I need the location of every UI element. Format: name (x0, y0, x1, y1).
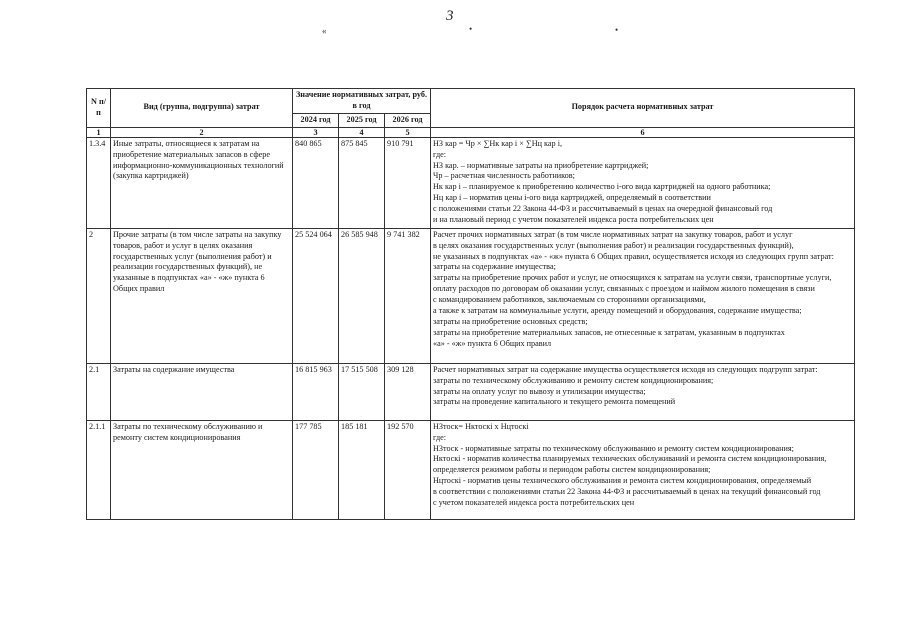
row-number: 2.1.1 (87, 420, 111, 519)
cost-type: Затраты по техническому обслуживанию и ремонту систем кондиционирования (111, 420, 293, 519)
header-row (87, 89, 855, 114)
method-line: Нк кар i – планируемое к приобретению количество i-ого вида картриджей на одного работника; (433, 182, 771, 192)
method-line: Расчет прочих нормативных затрат (в том числе нормативных затрат на закупку товаров, работ и услуг (433, 229, 793, 239)
scan-artifact: « (322, 26, 327, 36)
calculation-method (431, 228, 855, 363)
method-line: в целях оказания государственных услуг (выполнения работ) и реализации государственных функций), (433, 240, 794, 250)
row-number: 1.3.4 (87, 137, 111, 228)
table-row (87, 228, 855, 363)
value-2026: 309 128 (385, 363, 431, 420)
header-year: 2026 год (385, 113, 431, 127)
cost-type: Затраты на содержание имущества (111, 363, 293, 420)
method-line: Чр – расчетная численность работников; (433, 171, 575, 181)
method-line: затраты на содержание имущества; (433, 262, 556, 272)
calculation-method (431, 137, 855, 228)
method-line: где: (433, 149, 447, 159)
value-2024: 25 524 064 (293, 228, 339, 363)
method-line: «а» - «ж» пункта 6 Общих правил (433, 338, 552, 348)
column-number: 3 (293, 127, 339, 137)
method-line: с учетом показателей индекса роста потребительских цен (433, 498, 635, 508)
method-line: затраты на проведение капитального и текущего ремонта помещений (433, 397, 676, 407)
method-line: с командированием работников, заключаемым со сторонними организациями, (433, 295, 706, 305)
row-number: 2 (87, 228, 111, 363)
value-2025: 185 181 (339, 420, 385, 519)
method-line: Нц кар i – норматив цены i-ого вида картриджей, определяемый в соответствии (433, 193, 711, 203)
table-row (87, 363, 855, 420)
method-line: а также к затратам на коммунальные услуги, аренду помещений и оборудования, содержание имущества; (433, 306, 802, 316)
method-line: НЗ кар. – нормативные затраты на приобретение картриджей; (433, 160, 649, 170)
header-year: 2025 год (339, 113, 385, 127)
method-line: не указанных в подпунктах «а» - «ж» пункта 6 Общих правил, осуществляется исходя из следующих групп затрат: (433, 251, 834, 261)
header-no: N п/п (87, 89, 111, 128)
value-2025: 26 585 948 (339, 228, 385, 363)
method-line: и на плановый период с учетом показателей индекса роста потребительских цен (433, 215, 714, 225)
method-line: затраты на оплату услуг по вывозу и утилизации имущества; (433, 386, 646, 396)
cost-type: Прочие затраты (в том числе затраты на закупку товаров, работ и услуг в целях оказания государственных услуг (выполнения работ) и реализации государственных функций), не указанные в подпунктах «а» - «ж» пункта 6 Общих правил (111, 228, 293, 363)
value-2026: 192 570 (385, 420, 431, 519)
table-row (87, 137, 855, 228)
cost-type: Иные затраты, относящиеся к затратам на приобретение материальных запасов в сфере информационно-коммуникационных технологий (закупка картриджей) (111, 137, 293, 228)
method-line: определяется режимом работы и периодом работы систем кондиционирования; (433, 465, 711, 475)
scan-artifact: • (615, 25, 619, 35)
value-2025: 875 845 (339, 137, 385, 228)
column-number: 6 (431, 127, 855, 137)
method-line: Нктоскi - норматив количества планируемых технических обслуживаний и ремонта систем кондиционирования, (433, 454, 827, 464)
method-line: в соответствии с положениями статьи 22 Закона 44-ФЗ и рассчитываемый в ценах на текущий финансовый год (433, 487, 821, 497)
cost-table (86, 88, 855, 520)
value-2024: 177 785 (293, 420, 339, 519)
row-number: 2.1 (87, 363, 111, 420)
header-values: Значение нормативных затрат, руб. в год (293, 89, 431, 114)
calculation-method (431, 420, 855, 519)
method-line: затраты по техническому обслуживанию и ремонту систем кондиционирования; (433, 375, 714, 385)
page-number: 3 (446, 8, 454, 24)
value-2025: 17 515 508 (339, 363, 385, 420)
method-line: НЗтоск - нормативные затраты по техническому обслуживанию и ремонту систем кондиционирования; (433, 443, 794, 453)
value-2026: 910 791 (385, 137, 431, 228)
method-line: затраты на приобретение материальных запасов, не отнесенные к затратам, указанным в подпунктах (433, 327, 785, 337)
column-number: 4 (339, 127, 385, 137)
method-line: затраты на приобретение прочих работ и услуг, не относящихся к затратам на услуги связи, транспортные услуги, (433, 273, 832, 283)
method-line: с положениями статьи 22 Закона 44-ФЗ и рассчитываемый в ценах на очередной финансовый год (433, 204, 773, 214)
method-line: Расчет нормативных затрат на содержание имущества осуществляется исходя из следующих подгрупп затрат: (433, 364, 818, 374)
table-row (87, 420, 855, 519)
method-line: затраты на приобретение основных средств; (433, 316, 588, 326)
calculation-method (431, 363, 855, 420)
column-number: 2 (111, 127, 293, 137)
column-number-row (87, 127, 855, 137)
method-line: Нцтоскi - норматив цены технического обслуживания и ремонта систем кондиционирования, определяемый (433, 476, 812, 486)
value-2024: 16 815 963 (293, 363, 339, 420)
scan-artifact: • (469, 24, 473, 34)
value-2024: 840 865 (293, 137, 339, 228)
header-year: 2024 год (293, 113, 339, 127)
value-2026: 9 741 382 (385, 228, 431, 363)
method-line: где: (433, 432, 447, 442)
header-method: Порядок расчета нормативных затрат (431, 89, 855, 128)
method-line: оплату расходов по договорам об оказании услуг, связанных с проездом и наймом жилого помещения в связи (433, 284, 815, 294)
column-number: 5 (385, 127, 431, 137)
method-line: НЗ кар = Чр × ∑Нк кар i × ∑Нц кар i, (433, 138, 563, 148)
column-number: 1 (87, 127, 111, 137)
header-type: Вид (группа, подгруппа) затрат (111, 89, 293, 128)
method-line: НЗтоск= Нктоскi х Нцтоскi (433, 421, 529, 431)
